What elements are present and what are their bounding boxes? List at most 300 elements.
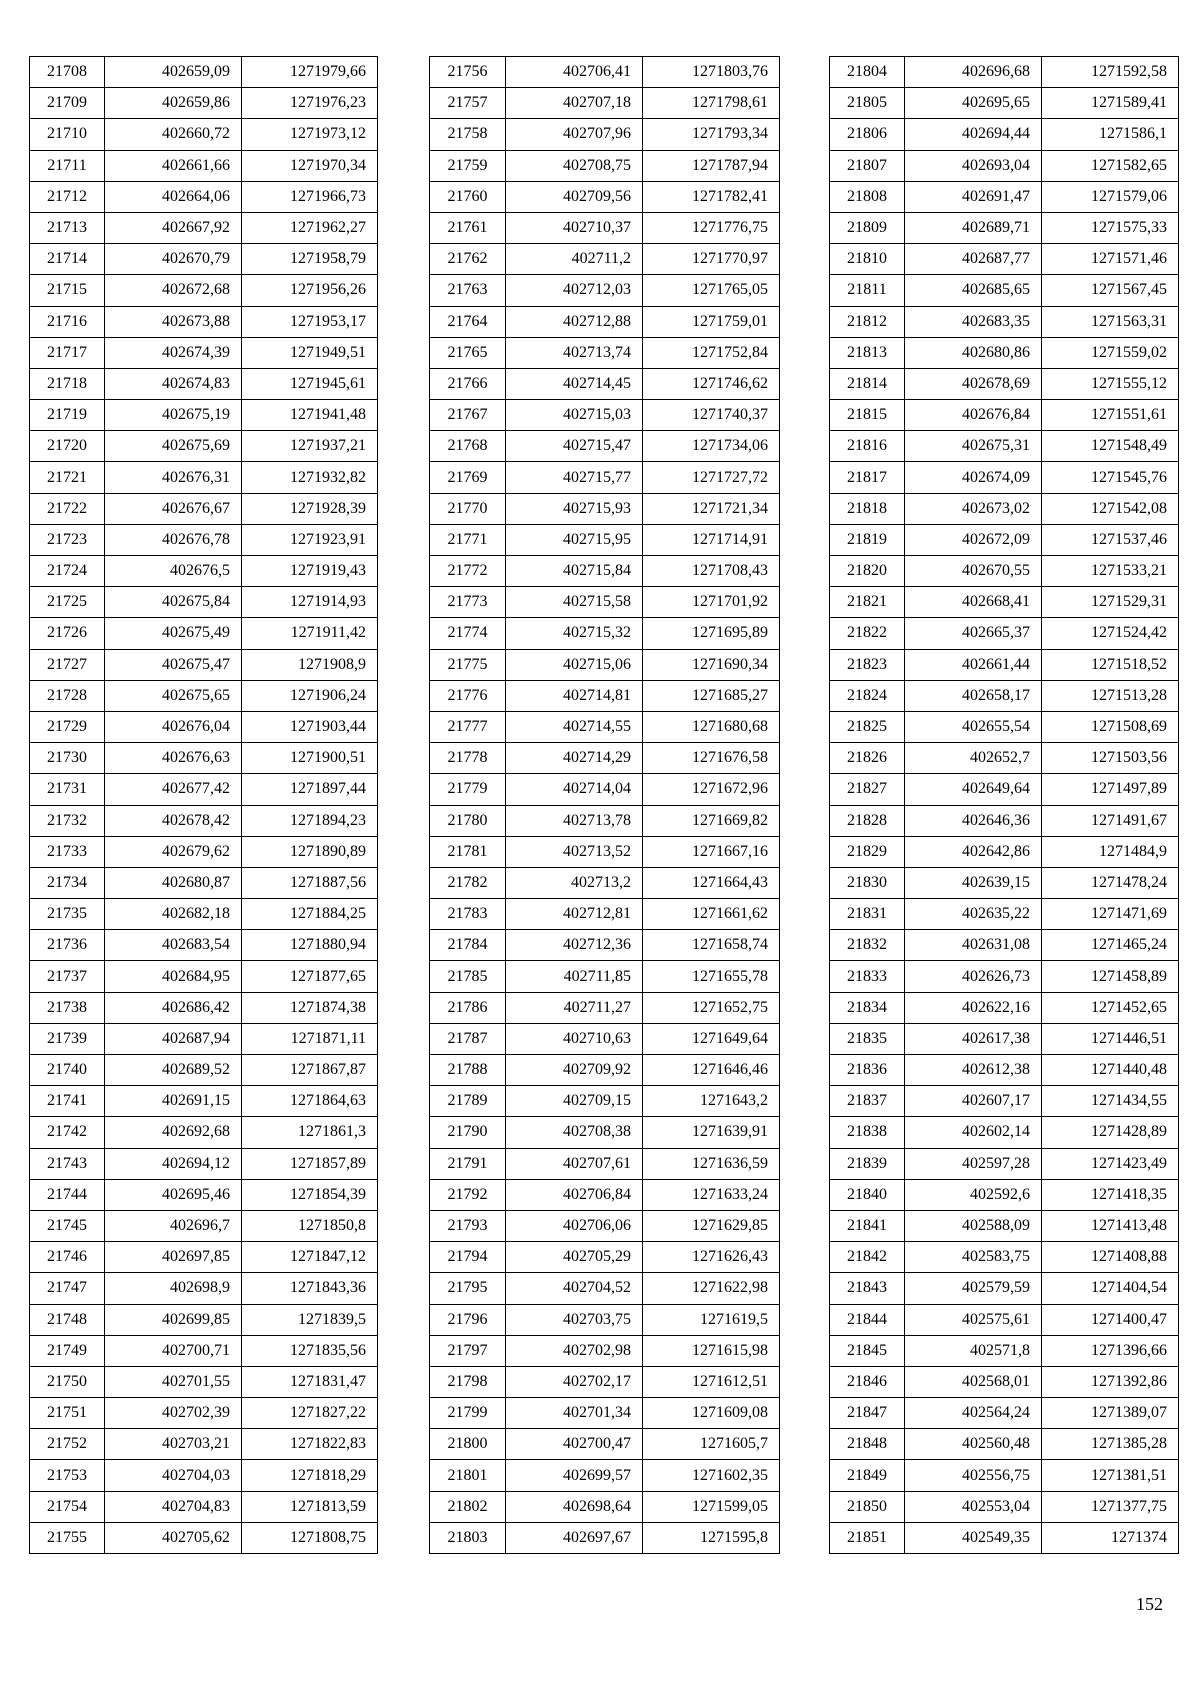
table-row bbox=[30, 400, 378, 431]
x-coordinate-cell: 402674,39 bbox=[105, 337, 242, 368]
point-number-cell: 21799 bbox=[430, 1398, 506, 1429]
y-coordinate-cell: 1271374 bbox=[1042, 1522, 1179, 1553]
x-coordinate-cell: 402670,79 bbox=[105, 244, 242, 275]
table-row bbox=[830, 774, 1179, 805]
x-coordinate-cell: 402676,5 bbox=[105, 556, 242, 587]
point-number-cell: 21772 bbox=[430, 556, 506, 587]
x-coordinate-cell: 402607,17 bbox=[905, 1086, 1042, 1117]
table-row bbox=[30, 743, 378, 774]
table-row bbox=[830, 899, 1179, 930]
point-number-cell: 21795 bbox=[430, 1273, 506, 1304]
table-row bbox=[430, 618, 780, 649]
x-coordinate-cell: 402691,47 bbox=[905, 181, 1042, 212]
table-row bbox=[430, 587, 780, 618]
y-coordinate-cell: 1271953,17 bbox=[242, 306, 378, 337]
x-coordinate-cell: 402684,95 bbox=[105, 961, 242, 992]
point-number-cell: 21741 bbox=[30, 1086, 105, 1117]
x-coordinate-cell: 402639,15 bbox=[905, 867, 1042, 898]
table-row bbox=[30, 1398, 378, 1429]
table-row bbox=[430, 493, 780, 524]
x-coordinate-cell: 402705,62 bbox=[105, 1522, 242, 1553]
point-number-cell: 21712 bbox=[30, 181, 105, 212]
point-number-cell: 21848 bbox=[830, 1429, 905, 1460]
point-number-cell: 21736 bbox=[30, 930, 105, 961]
y-coordinate-cell: 1271658,74 bbox=[643, 930, 780, 961]
y-coordinate-cell: 1271626,43 bbox=[643, 1242, 780, 1273]
point-number-cell: 21836 bbox=[830, 1055, 905, 1086]
table-row bbox=[430, 680, 780, 711]
table-row bbox=[830, 337, 1179, 368]
x-coordinate-cell: 402668,41 bbox=[905, 587, 1042, 618]
x-coordinate-cell: 402659,09 bbox=[105, 57, 242, 88]
x-coordinate-cell: 402708,75 bbox=[506, 150, 643, 181]
point-number-cell: 21819 bbox=[830, 524, 905, 555]
point-number-cell: 21757 bbox=[430, 88, 506, 119]
table-row bbox=[30, 961, 378, 992]
table-row bbox=[30, 992, 378, 1023]
y-coordinate-cell: 1271979,66 bbox=[242, 57, 378, 88]
point-number-cell: 21785 bbox=[430, 961, 506, 992]
y-coordinate-cell: 1271575,33 bbox=[1042, 212, 1179, 243]
y-coordinate-cell: 1271676,58 bbox=[643, 743, 780, 774]
y-coordinate-cell: 1271914,93 bbox=[242, 587, 378, 618]
point-number-cell: 21822 bbox=[830, 618, 905, 649]
point-number-cell: 21809 bbox=[830, 212, 905, 243]
table-row bbox=[430, 150, 780, 181]
point-number-cell: 21711 bbox=[30, 150, 105, 181]
point-number-cell: 21724 bbox=[30, 556, 105, 587]
point-number-cell: 21840 bbox=[830, 1179, 905, 1210]
table-row bbox=[830, 1242, 1179, 1273]
table-row bbox=[30, 1335, 378, 1366]
point-number-cell: 21738 bbox=[30, 992, 105, 1023]
x-coordinate-cell: 402571,8 bbox=[905, 1335, 1042, 1366]
x-coordinate-cell: 402714,55 bbox=[506, 711, 643, 742]
table-row bbox=[30, 1055, 378, 1086]
y-coordinate-cell: 1271669,82 bbox=[643, 805, 780, 836]
x-coordinate-cell: 402549,35 bbox=[905, 1522, 1042, 1553]
table-row bbox=[830, 961, 1179, 992]
y-coordinate-cell: 1271966,73 bbox=[242, 181, 378, 212]
point-number-cell: 21794 bbox=[430, 1242, 506, 1273]
x-coordinate-cell: 402695,65 bbox=[905, 88, 1042, 119]
table-row bbox=[430, 836, 780, 867]
x-coordinate-cell: 402712,36 bbox=[506, 930, 643, 961]
y-coordinate-cell: 1271945,61 bbox=[242, 368, 378, 399]
point-number-cell: 21769 bbox=[430, 462, 506, 493]
y-coordinate-cell: 1271798,61 bbox=[643, 88, 780, 119]
point-number-cell: 21806 bbox=[830, 119, 905, 150]
x-coordinate-cell: 402682,18 bbox=[105, 899, 242, 930]
y-coordinate-cell: 1271894,23 bbox=[242, 805, 378, 836]
y-coordinate-cell: 1271721,34 bbox=[643, 493, 780, 524]
point-number-cell: 21739 bbox=[30, 1023, 105, 1054]
table-row bbox=[830, 1023, 1179, 1054]
point-number-cell: 21746 bbox=[30, 1242, 105, 1273]
point-number-cell: 21709 bbox=[30, 88, 105, 119]
y-coordinate-cell: 1271919,43 bbox=[242, 556, 378, 587]
point-number-cell: 21831 bbox=[830, 899, 905, 930]
y-coordinate-cell: 1271639,91 bbox=[643, 1117, 780, 1148]
table-row bbox=[430, 1179, 780, 1210]
x-coordinate-cell: 402710,63 bbox=[506, 1023, 643, 1054]
table-row bbox=[430, 1148, 780, 1179]
y-coordinate-cell: 1271932,82 bbox=[242, 462, 378, 493]
point-number-cell: 21728 bbox=[30, 680, 105, 711]
point-number-cell: 21708 bbox=[30, 57, 105, 88]
table-row bbox=[830, 1429, 1179, 1460]
table-row bbox=[430, 1335, 780, 1366]
y-coordinate-cell: 1271612,51 bbox=[643, 1366, 780, 1397]
table-row bbox=[430, 524, 780, 555]
y-coordinate-cell: 1271551,61 bbox=[1042, 400, 1179, 431]
table-row bbox=[30, 57, 378, 88]
table-row bbox=[830, 1179, 1179, 1210]
x-coordinate-cell: 402612,38 bbox=[905, 1055, 1042, 1086]
point-number-cell: 21788 bbox=[430, 1055, 506, 1086]
point-number-cell: 21768 bbox=[430, 431, 506, 462]
y-coordinate-cell: 1271567,45 bbox=[1042, 275, 1179, 306]
x-coordinate-cell: 402683,54 bbox=[105, 930, 242, 961]
y-coordinate-cell: 1271428,89 bbox=[1042, 1117, 1179, 1148]
point-number-cell: 21790 bbox=[430, 1117, 506, 1148]
y-coordinate-cell: 1271880,94 bbox=[242, 930, 378, 961]
x-coordinate-cell: 402602,14 bbox=[905, 1117, 1042, 1148]
table-row bbox=[430, 930, 780, 961]
y-coordinate-cell: 1271695,89 bbox=[643, 618, 780, 649]
y-coordinate-cell: 1271452,65 bbox=[1042, 992, 1179, 1023]
y-coordinate-cell: 1271906,24 bbox=[242, 680, 378, 711]
x-coordinate-cell: 402710,37 bbox=[506, 212, 643, 243]
table-row bbox=[30, 899, 378, 930]
table-row bbox=[430, 992, 780, 1023]
point-number-cell: 21715 bbox=[30, 275, 105, 306]
table-row bbox=[430, 961, 780, 992]
table-row bbox=[30, 1148, 378, 1179]
x-coordinate-cell: 402714,29 bbox=[506, 743, 643, 774]
y-coordinate-cell: 1271636,59 bbox=[643, 1148, 780, 1179]
point-number-cell: 21759 bbox=[430, 150, 506, 181]
point-number-cell: 21796 bbox=[430, 1304, 506, 1335]
y-coordinate-cell: 1271548,49 bbox=[1042, 431, 1179, 462]
table-row bbox=[430, 649, 780, 680]
table-row bbox=[30, 306, 378, 337]
table-row bbox=[430, 57, 780, 88]
x-coordinate-cell: 402700,71 bbox=[105, 1335, 242, 1366]
point-number-cell: 21742 bbox=[30, 1117, 105, 1148]
point-number-cell: 21803 bbox=[430, 1522, 506, 1553]
table-row bbox=[30, 1491, 378, 1522]
x-coordinate-cell: 402583,75 bbox=[905, 1242, 1042, 1273]
table-row bbox=[30, 649, 378, 680]
x-coordinate-cell: 402673,88 bbox=[105, 306, 242, 337]
table-row bbox=[430, 867, 780, 898]
y-coordinate-cell: 1271599,05 bbox=[643, 1491, 780, 1522]
table-row bbox=[830, 556, 1179, 587]
x-coordinate-cell: 402575,61 bbox=[905, 1304, 1042, 1335]
y-coordinate-cell: 1271381,51 bbox=[1042, 1460, 1179, 1491]
point-number-cell: 21773 bbox=[430, 587, 506, 618]
x-coordinate-cell: 402696,7 bbox=[105, 1210, 242, 1241]
x-coordinate-cell: 402686,42 bbox=[105, 992, 242, 1023]
x-coordinate-cell: 402597,28 bbox=[905, 1148, 1042, 1179]
table-row bbox=[30, 212, 378, 243]
y-coordinate-cell: 1271793,34 bbox=[643, 119, 780, 150]
x-coordinate-cell: 402579,59 bbox=[905, 1273, 1042, 1304]
x-coordinate-cell: 402704,03 bbox=[105, 1460, 242, 1491]
x-coordinate-cell: 402655,54 bbox=[905, 711, 1042, 742]
x-coordinate-cell: 402670,55 bbox=[905, 556, 1042, 587]
point-number-cell: 21727 bbox=[30, 649, 105, 680]
point-number-cell: 21818 bbox=[830, 493, 905, 524]
y-coordinate-cell: 1271727,72 bbox=[643, 462, 780, 493]
x-coordinate-cell: 402675,65 bbox=[105, 680, 242, 711]
table-row bbox=[830, 524, 1179, 555]
y-coordinate-cell: 1271787,94 bbox=[643, 150, 780, 181]
x-coordinate-cell: 402713,52 bbox=[506, 836, 643, 867]
table-row bbox=[830, 431, 1179, 462]
x-coordinate-cell: 402709,56 bbox=[506, 181, 643, 212]
point-number-cell: 21810 bbox=[830, 244, 905, 275]
table-row bbox=[430, 275, 780, 306]
point-number-cell: 21774 bbox=[430, 618, 506, 649]
y-coordinate-cell: 1271595,8 bbox=[643, 1522, 780, 1553]
y-coordinate-cell: 1271941,48 bbox=[242, 400, 378, 431]
point-number-cell: 21734 bbox=[30, 867, 105, 898]
table-row bbox=[30, 88, 378, 119]
y-coordinate-cell: 1271752,84 bbox=[643, 337, 780, 368]
x-coordinate-cell: 402683,35 bbox=[905, 306, 1042, 337]
point-number-cell: 21764 bbox=[430, 306, 506, 337]
point-number-cell: 21725 bbox=[30, 587, 105, 618]
x-coordinate-cell: 402697,67 bbox=[506, 1522, 643, 1553]
point-number-cell: 21791 bbox=[430, 1148, 506, 1179]
point-number-cell: 21777 bbox=[430, 711, 506, 742]
x-coordinate-cell: 402715,58 bbox=[506, 587, 643, 618]
x-coordinate-cell: 402680,87 bbox=[105, 867, 242, 898]
y-coordinate-cell: 1271497,89 bbox=[1042, 774, 1179, 805]
x-coordinate-cell: 402700,47 bbox=[506, 1429, 643, 1460]
x-coordinate-cell: 402709,15 bbox=[506, 1086, 643, 1117]
point-number-cell: 21763 bbox=[430, 275, 506, 306]
x-coordinate-cell: 402694,44 bbox=[905, 119, 1042, 150]
table-row bbox=[30, 1023, 378, 1054]
point-number-cell: 21770 bbox=[430, 493, 506, 524]
table-row bbox=[830, 867, 1179, 898]
x-coordinate-cell: 402564,24 bbox=[905, 1398, 1042, 1429]
point-number-cell: 21826 bbox=[830, 743, 905, 774]
point-number-cell: 21839 bbox=[830, 1148, 905, 1179]
table-row bbox=[830, 1273, 1179, 1304]
table-row bbox=[30, 556, 378, 587]
x-coordinate-cell: 402677,42 bbox=[105, 774, 242, 805]
y-coordinate-cell: 1271714,91 bbox=[643, 524, 780, 555]
y-coordinate-cell: 1271847,12 bbox=[242, 1242, 378, 1273]
coordinate-table-2 bbox=[429, 56, 780, 1554]
table-row bbox=[30, 805, 378, 836]
table-row bbox=[830, 743, 1179, 774]
point-number-cell: 21720 bbox=[30, 431, 105, 462]
x-coordinate-cell: 402704,52 bbox=[506, 1273, 643, 1304]
x-coordinate-cell: 402713,74 bbox=[506, 337, 643, 368]
table-row bbox=[830, 306, 1179, 337]
coordinate-table-3 bbox=[829, 56, 1179, 1554]
x-coordinate-cell: 402709,92 bbox=[506, 1055, 643, 1086]
point-number-cell: 21849 bbox=[830, 1460, 905, 1491]
y-coordinate-cell: 1271949,51 bbox=[242, 337, 378, 368]
point-number-cell: 21723 bbox=[30, 524, 105, 555]
y-coordinate-cell: 1271740,37 bbox=[643, 400, 780, 431]
point-number-cell: 21850 bbox=[830, 1491, 905, 1522]
x-coordinate-cell: 402711,27 bbox=[506, 992, 643, 1023]
point-number-cell: 21750 bbox=[30, 1366, 105, 1397]
x-coordinate-cell: 402701,55 bbox=[105, 1366, 242, 1397]
y-coordinate-cell: 1271503,56 bbox=[1042, 743, 1179, 774]
x-coordinate-cell: 402712,03 bbox=[506, 275, 643, 306]
y-coordinate-cell: 1271377,75 bbox=[1042, 1491, 1179, 1522]
point-number-cell: 21801 bbox=[430, 1460, 506, 1491]
y-coordinate-cell: 1271478,24 bbox=[1042, 867, 1179, 898]
point-number-cell: 21804 bbox=[830, 57, 905, 88]
x-coordinate-cell: 402699,57 bbox=[506, 1460, 643, 1491]
point-number-cell: 21792 bbox=[430, 1179, 506, 1210]
point-number-cell: 21798 bbox=[430, 1366, 506, 1397]
y-coordinate-cell: 1271897,44 bbox=[242, 774, 378, 805]
point-number-cell: 21829 bbox=[830, 836, 905, 867]
point-number-cell: 21823 bbox=[830, 649, 905, 680]
point-number-cell: 21751 bbox=[30, 1398, 105, 1429]
x-coordinate-cell: 402705,29 bbox=[506, 1242, 643, 1273]
point-number-cell: 21731 bbox=[30, 774, 105, 805]
point-number-cell: 21760 bbox=[430, 181, 506, 212]
table-row bbox=[430, 1117, 780, 1148]
point-number-cell: 21758 bbox=[430, 119, 506, 150]
y-coordinate-cell: 1271770,97 bbox=[643, 244, 780, 275]
y-coordinate-cell: 1271864,63 bbox=[242, 1086, 378, 1117]
y-coordinate-cell: 1271619,5 bbox=[643, 1304, 780, 1335]
x-coordinate-cell: 402714,81 bbox=[506, 680, 643, 711]
table-row bbox=[830, 493, 1179, 524]
y-coordinate-cell: 1271661,62 bbox=[643, 899, 780, 930]
table-row bbox=[30, 1086, 378, 1117]
y-coordinate-cell: 1271559,02 bbox=[1042, 337, 1179, 368]
table-row bbox=[430, 711, 780, 742]
point-number-cell: 21813 bbox=[830, 337, 905, 368]
point-number-cell: 21847 bbox=[830, 1398, 905, 1429]
y-coordinate-cell: 1271513,28 bbox=[1042, 680, 1179, 711]
point-number-cell: 21784 bbox=[430, 930, 506, 961]
y-coordinate-cell: 1271708,43 bbox=[643, 556, 780, 587]
y-coordinate-cell: 1271396,66 bbox=[1042, 1335, 1179, 1366]
point-number-cell: 21771 bbox=[430, 524, 506, 555]
table-row bbox=[830, 1398, 1179, 1429]
table-row bbox=[30, 1366, 378, 1397]
x-coordinate-cell: 402692,68 bbox=[105, 1117, 242, 1148]
x-coordinate-cell: 402631,08 bbox=[905, 930, 1042, 961]
y-coordinate-cell: 1271765,05 bbox=[643, 275, 780, 306]
table-row bbox=[830, 57, 1179, 88]
table-row bbox=[830, 711, 1179, 742]
y-coordinate-cell: 1271871,11 bbox=[242, 1023, 378, 1054]
y-coordinate-cell: 1271667,16 bbox=[643, 836, 780, 867]
point-number-cell: 21743 bbox=[30, 1148, 105, 1179]
point-number-cell: 21748 bbox=[30, 1304, 105, 1335]
x-coordinate-cell: 402660,72 bbox=[105, 119, 242, 150]
table-row bbox=[830, 805, 1179, 836]
y-coordinate-cell: 1271582,65 bbox=[1042, 150, 1179, 181]
y-coordinate-cell: 1271446,51 bbox=[1042, 1023, 1179, 1054]
x-coordinate-cell: 402694,12 bbox=[105, 1148, 242, 1179]
y-coordinate-cell: 1271440,48 bbox=[1042, 1055, 1179, 1086]
table-row bbox=[30, 150, 378, 181]
point-number-cell: 21783 bbox=[430, 899, 506, 930]
table-row bbox=[30, 275, 378, 306]
point-number-cell: 21851 bbox=[830, 1522, 905, 1553]
table-row bbox=[830, 368, 1179, 399]
table-row bbox=[30, 867, 378, 898]
table-body bbox=[830, 57, 1179, 1554]
y-coordinate-cell: 1271908,9 bbox=[242, 649, 378, 680]
x-coordinate-cell: 402676,63 bbox=[105, 743, 242, 774]
y-coordinate-cell: 1271408,88 bbox=[1042, 1242, 1179, 1273]
x-coordinate-cell: 402592,6 bbox=[905, 1179, 1042, 1210]
x-coordinate-cell: 402687,77 bbox=[905, 244, 1042, 275]
y-coordinate-cell: 1271508,69 bbox=[1042, 711, 1179, 742]
y-coordinate-cell: 1271471,69 bbox=[1042, 899, 1179, 930]
table-row bbox=[430, 1086, 780, 1117]
point-number-cell: 21814 bbox=[830, 368, 905, 399]
point-number-cell: 21793 bbox=[430, 1210, 506, 1241]
y-coordinate-cell: 1271850,8 bbox=[242, 1210, 378, 1241]
x-coordinate-cell: 402665,37 bbox=[905, 618, 1042, 649]
point-number-cell: 21775 bbox=[430, 649, 506, 680]
x-coordinate-cell: 402707,61 bbox=[506, 1148, 643, 1179]
x-coordinate-cell: 402699,85 bbox=[105, 1304, 242, 1335]
table-row bbox=[430, 212, 780, 243]
table-row bbox=[430, 1398, 780, 1429]
y-coordinate-cell: 1271664,43 bbox=[643, 867, 780, 898]
x-coordinate-cell: 402622,16 bbox=[905, 992, 1042, 1023]
y-coordinate-cell: 1271887,56 bbox=[242, 867, 378, 898]
x-coordinate-cell: 402711,2 bbox=[506, 244, 643, 275]
x-coordinate-cell: 402672,09 bbox=[905, 524, 1042, 555]
y-coordinate-cell: 1271690,34 bbox=[643, 649, 780, 680]
x-coordinate-cell: 402560,48 bbox=[905, 1429, 1042, 1460]
table-row bbox=[430, 244, 780, 275]
table-row bbox=[30, 119, 378, 150]
y-coordinate-cell: 1271605,7 bbox=[643, 1429, 780, 1460]
table-row bbox=[430, 805, 780, 836]
table-row bbox=[430, 306, 780, 337]
x-coordinate-cell: 402715,95 bbox=[506, 524, 643, 555]
table-row bbox=[430, 1429, 780, 1460]
point-number-cell: 21816 bbox=[830, 431, 905, 462]
point-number-cell: 21830 bbox=[830, 867, 905, 898]
y-coordinate-cell: 1271701,92 bbox=[643, 587, 780, 618]
point-number-cell: 21835 bbox=[830, 1023, 905, 1054]
x-coordinate-cell: 402715,93 bbox=[506, 493, 643, 524]
y-coordinate-cell: 1271827,22 bbox=[242, 1398, 378, 1429]
x-coordinate-cell: 402675,47 bbox=[105, 649, 242, 680]
point-number-cell: 21744 bbox=[30, 1179, 105, 1210]
x-coordinate-cell: 402676,84 bbox=[905, 400, 1042, 431]
x-coordinate-cell: 402588,09 bbox=[905, 1210, 1042, 1241]
y-coordinate-cell: 1271911,42 bbox=[242, 618, 378, 649]
y-coordinate-cell: 1271903,44 bbox=[242, 711, 378, 742]
x-coordinate-cell: 402714,04 bbox=[506, 774, 643, 805]
x-coordinate-cell: 402704,83 bbox=[105, 1491, 242, 1522]
y-coordinate-cell: 1271928,39 bbox=[242, 493, 378, 524]
